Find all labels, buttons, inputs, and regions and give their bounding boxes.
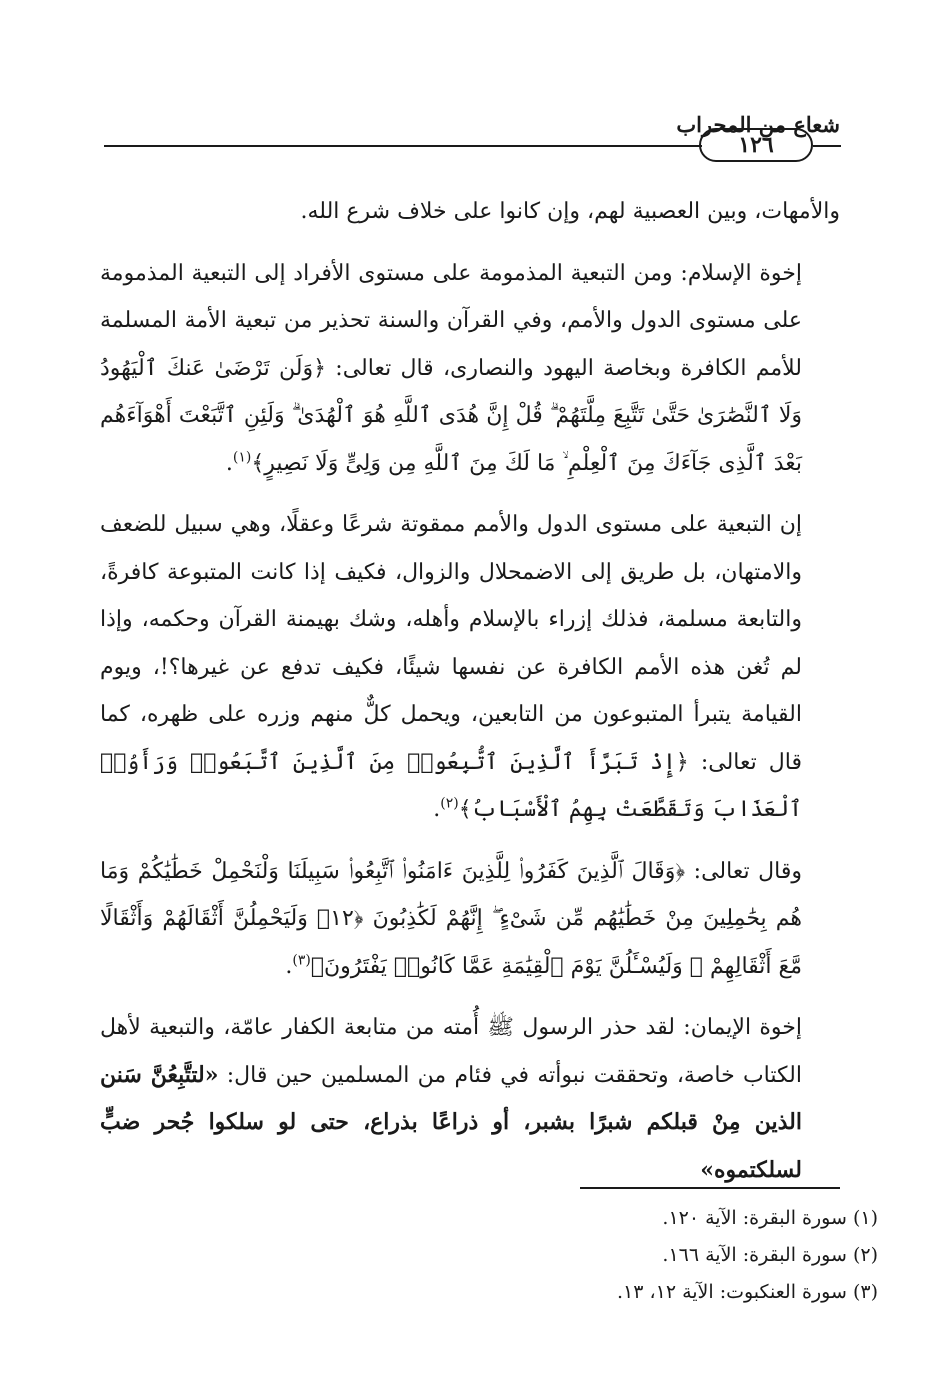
paragraph-5-text: إخوة الإيمان: لقد حذر الرسول ﷺ أُمته من متابعة الكفار عامّة، والتبعية لأهل الكتاب خاصة، وتحققت نبوأته في فئام من المسلمين حين قال: bbox=[100, 1015, 802, 1088]
quran-verse-2: ﴿إِذْ تَبَرَّأَ ٱلَّذِينَ ٱتُّبِعُوا۟ مِنَ ٱلَّذِينَ ٱتَّبَعُوا۟ وَرَأَوُا۟ ٱلْعَذَابَ وَتَقَطَّعَتْ بِهِمُ ٱلْأَسْبَابُ﴾ bbox=[100, 749, 802, 822]
footnote-1: (١) سورة البقرة: الآية ١٢٠. bbox=[662, 1207, 878, 1229]
paragraph-4 bbox=[100, 848, 840, 991]
running-header-title: شعاع من المحراب bbox=[676, 112, 840, 137]
header-rule bbox=[104, 145, 702, 147]
hadith-quote: «لتتَّبِعُنَّ سَنن الذين مِنْ قبلكم شبرًا بشبر، أو ذراعًا بذراع، حتى لو سلكوا جُحر ضبٍّ لسلكتموه» bbox=[100, 1061, 802, 1183]
footnote-3: (٣) سورة العنكبوت: الآية ١٢، ١٣. bbox=[616, 1281, 878, 1303]
paragraph-3 bbox=[100, 501, 840, 834]
paragraph-3-end: . bbox=[433, 797, 441, 822]
footnote-rule bbox=[580, 1187, 840, 1189]
paragraph-5 bbox=[100, 1004, 840, 1194]
paragraph-4-text: وقال تعالى: bbox=[685, 858, 802, 884]
main-text bbox=[100, 188, 840, 1194]
paragraph-1 bbox=[100, 188, 840, 236]
footnote-ref-2: (٢) bbox=[440, 795, 459, 812]
footnote-2: (٢) سورة البقرة: الآية ١٦٦. bbox=[662, 1244, 878, 1266]
footnote-ref-1: (١) bbox=[232, 449, 252, 466]
paragraph-2-end: . bbox=[225, 450, 233, 476]
footnotes bbox=[617, 1200, 878, 1311]
footnote-ref-3: (٣) bbox=[292, 952, 311, 969]
quran-verse-3: ﴿وَقَالَ ٱلَّذِينَ كَفَرُوا۟ لِلَّذِينَ ءَامَنُوا۟ ٱتَّبِعُوا۟ سَبِيلَنَا وَلْنَحْمِلْ خَطَٰيَٰكُمْ وَمَا هُم بِحَٰمِلِينَ مِنْ خَطَٰيَٰهُم مِّن شَىْءٍ ۖ إِنَّهُمْ لَكَٰذِبُونَ ﴿١٢﴾ وَلَيَحْمِلُنَّ أَثْقَالَهُمْ وَأَثْقَالًا مَّعَ أَثْقَالِهِمْ ۖ وَلَيُسْـَٔلُنَّ يَوْمَ ٱلْقِيَٰمَةِ عَمَّا كَانُوا۟ يَفْتَرُونَ﴾ bbox=[100, 858, 802, 979]
page-number: ١٢٦ bbox=[699, 128, 813, 162]
paragraph-1-text: والأمهات، وبين العصبية لهم، وإن كانوا على خلاف شرع الله. bbox=[300, 199, 840, 224]
paragraph-3-text: إن التبعية على مستوى الدول والأمم ممقوتة شرعًا وعقلًا، وهي سبيل للضعف والامتهان، بل طريق إلى الاضمحلال والزوال، فكيف إذا كانت المتبوعة كافرةً، والتابعة مسلمة، فذلك إزراء بالإسلام وأهله، وشك بهيمنة القرآن وحكمه، وإذا لم تُغن هذه الأمم الكافرة عن نفسها شيئًا، فكيف تدفع عن غيرها؟!، ويوم القيامة يتبرأ المتبوعون من التابعين، ويحمل كلٌّ منهم وزره على ظهره، كما قال تعالى: bbox=[100, 512, 802, 775]
paragraph-2-text: إخوة الإسلام: ومن التبعية المذمومة على مستوى الأفراد إلى التبعية المذمومة على مستوى الدول والأمم، وفي القرآن والسنة تحذير من تبعية الأمة المسلمة للأمم الكافرة وبخاصة اليهود والنصارى، قال تعالى: bbox=[100, 260, 802, 381]
paragraph-2 bbox=[100, 250, 840, 488]
quran-verse-1: ﴿وَلَن تَرْضَىٰ عَنكَ ٱلْيَهُودُ وَلَا ٱلنَّصَٰرَىٰ حَتَّىٰ تَتَّبِعَ مِلَّتَهُمْ ۗ قُلْ إِنَّ هُدَى ٱللَّهِ هُوَ ٱلْهُدَىٰ ۗ وَلَئِنِ ٱتَّبَعْتَ أَهْوَآءَهُم بَعْدَ ٱلَّذِى جَآءَكَ مِنَ ٱلْعِلْمِ ۙ مَا لَكَ مِنَ ٱللَّهِ مِن وَلِىٍّ وَلَا نَصِيرٍ﴾ bbox=[100, 355, 802, 476]
paragraph-4-end: . bbox=[285, 953, 293, 979]
